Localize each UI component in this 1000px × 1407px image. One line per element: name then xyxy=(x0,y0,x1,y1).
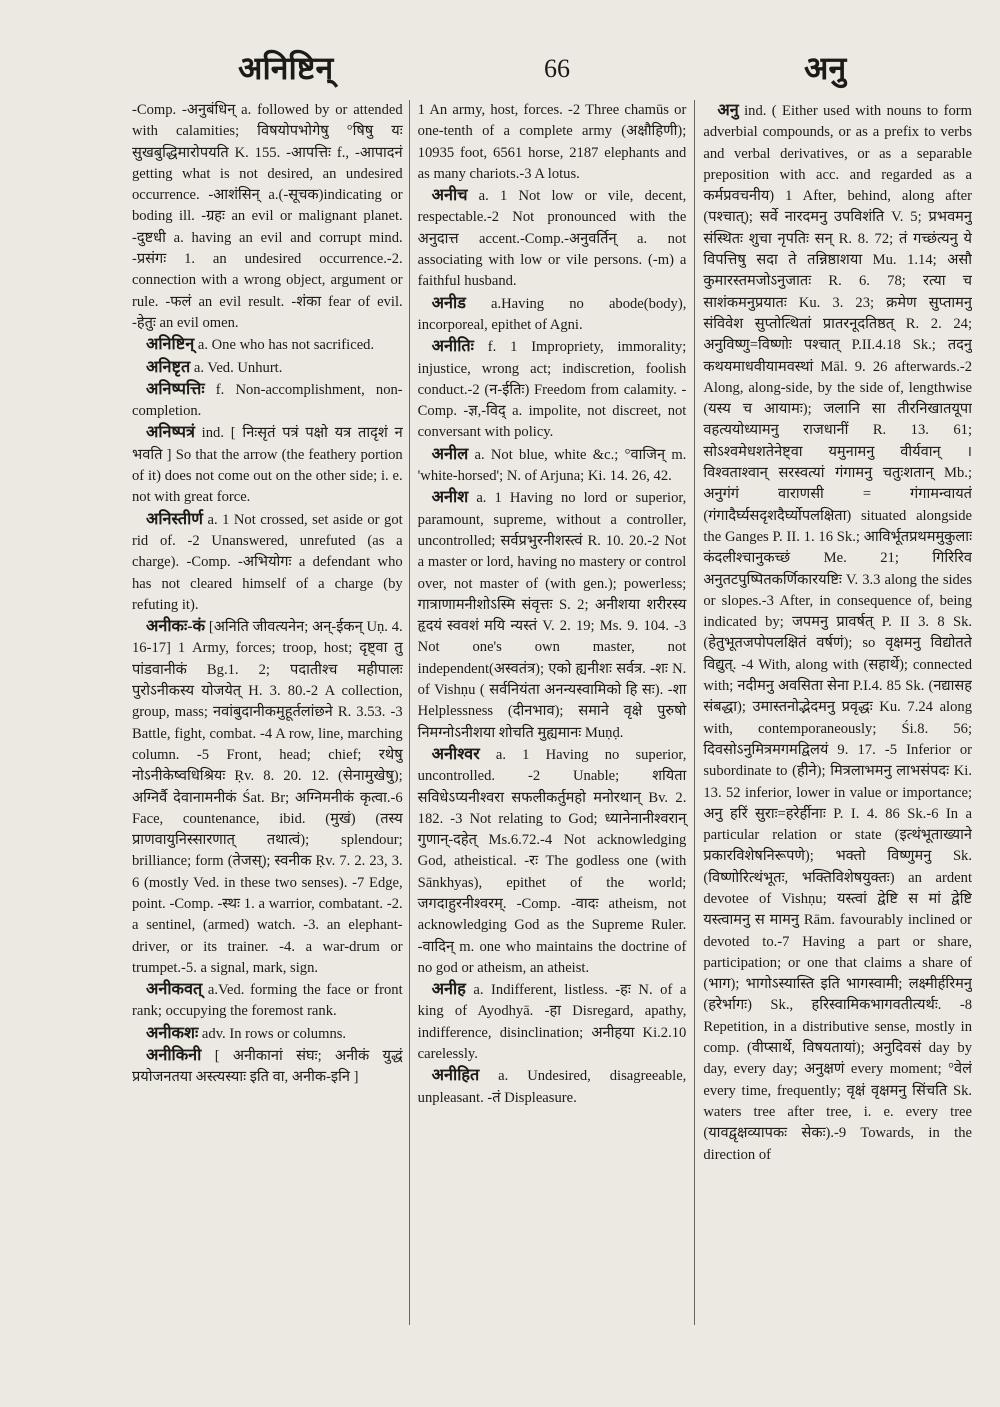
entry-text: ind. ( Either used with nouns to form adverbial compounds, or as a prefix to verbs and verbal derivatives, or as a separable preposition with acc. and regarded as a कर्मप्रवचनीय) 1 After, behind, along after (पश्चात्); सर्वे नारदमनु उपविशंति V. 5; प्रभवमनु संस्थितः शुचा नृपतिः सन् R. 8. 72; तं गच्छंत्यनु ये विपत्तिषु सदा ते तन्निष्ठाशया Mu. 1.14; असौ कुमारस्तमजोऽनुजातः R. 6. 78; रत्या च साशंकमनुप्रयातः Ku. 3. 23; क्रमेण सुप्तामनु संविवेश सुप्तोत्थितां प्रातरनूदतिष्ठत् R. 2. 24; अनुविष्णु=विष्णोः पश्चात् P.II.4.18 Sk.; तदनु कथयमाधवीयामवस्थां Māl. 9. 26 afterwards.-2 Along, along-side, by the side of, lengthwise (यस्य च आयामः); जलानि सा तीरनिखातयूपा वहत्ययोध्यामनु राजधानीं R. 13. 61; सोऽश्वमेधशतेनेष्ट्वा यमुनामनु वीर्यवान् । विश्वताश्वान् सरस्वत्यां गंगामनु चतुःशतान् Mb.; अनुगंगं वाराणसी = गंगामन्वायतं (गंगादैर्घ्यसदृशदैर्घ्योपलक्षिता) situated alongside the Ganges P. II. 1. 16 Sk.; आविर्भूतप्रथममुकुलाः कंदलीश्चानुकच्छं Me. 21; गिरिरिव अनुतटपुष्पितकर्णिकारयष्टिः V. 3.3 along the sides or slopes.-3 After, in consequence of, being indicated by; जपमनु प्रावर्षत् P. II 3. 8 Sk. (हेतुभूतजपोपलक्षितं वर्षणं); so वृक्षमनु विद्योतते विद्युत्. -4 With, along with (सहार्थे); connected with; नदीमनु अवसिता सेना P.I.4. 85 Sk. (नद्यासह संबद्धा); उमास्तनोद्भेदमनु प्रवृद्धः Ku. 7.24 along with, contemporaneously; Śi.8. 56; दिवसोऽनुमित्रमगमद्विलयं 9. 17. -5 Inferior or subordinate to (हीने); मित्रलाभमनु लाभसंपदः Ki. 13. 52 inferior, lower in value or importance; अनु हरिं सुराः=हरेर्हीनाः P. I. 4. 86 Sk.-6 In a particular relation or state (इत्थंभूताख्याने प्रकारविशेषनिरूपणे); भक्तो विष्णुमनु Sk. (विष्णोरित्थंभूतः, भक्तिविशेषयुक्तः) an ardent devotee of Vishṇu; यस्त्वां द्वेष्टि स मां द्वेष्टि यस्त्वामनु स मामनु Rām. favourably inclined or devoted to.-7 Having a part or share, participation; or one that claims a share of (भाग); भागोऽस्यास्ति इति भागस्वामी; लक्ष्मीर्हरिमनु (हरेर्भागः) Sk., हरिस्वामिकभागवतीत्यर्थः. -8 Repetition, in a distributive sense, mostly in comp. (वीप्सार्थे, विषयतायां); अनुदिवसं day by day, every day; अनुक्षणं every moment; °वेलं every time, frequently; वृक्षं वृक्षमनु सिंचति Sk. waters tree after tree, i. e. every tree (यावद्वृक्षव्यापकः सेकः).-9 Towards, in the direction of xyxy=(703,103,973,1163)
entry-text: a. 1 Having no superior, uncontrolled. -2 Unable; शयिता सविधेऽप्यनीश्वरा सफलीकर्तुमहो मनोरथान् Bv. 2. 182. -3 Not relating to God; ध्यानेनानीश्वरान् गुणान्-दहेत् Ms.6.72.-4 Not acknowledging God, atheistical. -रः The godless one (with Sānkhyas), epithet of the world; जगदाहुरनीश्वरम्. -Comp. -वादः atheism, not acknowledging God as the Supreme Ruler. -वादिन् m. one who maintains the doctrine of no god or atheism, an atheist. xyxy=(417,746,687,976)
entry-headword: अनीश xyxy=(431,488,469,507)
entry-headword: अनिष्पत्तिः xyxy=(146,379,205,398)
dictionary-entry xyxy=(132,1023,403,1045)
entry-headword: अनीह xyxy=(431,980,466,999)
entry-headword: अनिष्पत्रं xyxy=(146,423,195,442)
entry-text: a. Undesired, disagreeable, unpleasant. -तं Displeasure. xyxy=(417,1068,687,1106)
dictionary-entry xyxy=(132,509,403,616)
entry-headword: अनीड xyxy=(431,293,466,312)
dictionary-entry xyxy=(418,100,687,185)
entry-text: a. Ved. Unhurt. xyxy=(190,359,283,376)
dictionary-entry xyxy=(132,422,403,508)
entry-headword: अनीकः-कं xyxy=(146,617,206,636)
entry-text: a. One who has not sacrificed. xyxy=(194,337,375,354)
entry-text: ind. [ निःसृतं पत्रं पक्षो यत्र तादृशं न भवति ] So that the arrow (the feathery portion of it) does not come out on the other side; i. e. not with great force. xyxy=(132,425,403,506)
left-running-headword: अनिष्टिन् xyxy=(238,49,334,87)
dictionary-entry xyxy=(132,979,403,1023)
entry-text: f. 1 Impropriety, immorality; injustice, wrong act; indiscretion, foolish conduct.-2 (न-ईतिः) Freedom from calamity. -Comp. -ज्ञ,-विद् a. impolite, not discreet, not conversant with policy. xyxy=(417,339,687,441)
column-2 xyxy=(409,100,695,1325)
entry-headword: अनीहित xyxy=(431,1066,480,1085)
page-number: 66 xyxy=(544,54,570,83)
dictionary-entry xyxy=(418,185,687,292)
entry-headword: अनीकिनी xyxy=(146,1046,202,1065)
entry-text: a. 1 Having no lord or superior, paramount, supreme, without a controller, uncontrolled; सर्वप्रभुरनीशस्त्वं R. 10. 20.-2 Not a master or lord, having no mastery or control over, not master of (with gen.); powerless; गात्राणामनीशोऽस्मि संवृत्तः S. 2; अनीशया शरीरस्य हृदयं स्ववशं मयि न्यस्तं V. 2. 19; Ms. 9. 104. -3 Not one's own master, not independent(अस्वतंत्र); एको ह्यनीशः सर्वत्र. -शः N. of Vishṇu ( सर्वनियंता अनन्यस्वामिको हि सः). -शा Helplessness (दीनभाव); समाने वृक्षे पुरुषो निमग्नोऽनीशया शोचति मुह्यमानः Muṇḍ. xyxy=(417,490,687,741)
entry-headword: अनीतिः xyxy=(431,337,474,356)
entry-text: a.Having no abode(body), incorporeal, epithet of Agni. xyxy=(417,295,687,333)
dictionary-entry xyxy=(132,100,403,334)
entry-headword: अनु xyxy=(717,101,739,119)
dictionary-entry xyxy=(418,444,687,488)
column-3 xyxy=(694,100,972,1325)
entry-text: f. Non-accomplishment, non-completion. xyxy=(132,381,403,420)
dictionary-entry xyxy=(703,100,972,1166)
entry-headword: अनिष्टृत xyxy=(146,357,191,376)
entry-text: -Comp. -अनुबंधिन् a. followed by or attended with calamities; विषयोपभोगेषु °षिषु यः सुखबुद्धिमारोपयति K. 155. -आपत्तिः f., -आपादनं getting what is not desired, an undesired occurrence. -आशंसिन् a.(-सूचक)indicating or boding ill. -ग्रहः an evil or malignant planet. -दुष्टधी a. having an evil and corrupt mind. -प्रसंगः 1. an undesired occurrence.-2. connection with a wrong object, argument or rule. -फलं an evil result. -शंका fear of evil. -हेतुः an evil omen. xyxy=(132,102,403,331)
column-1 xyxy=(132,100,409,1325)
entry-text: a.Ved. forming the face or front rank; occupying the foremost rank. xyxy=(132,982,403,1020)
entry-text: adv. In rows or columns. xyxy=(198,1025,347,1042)
dictionary-entry xyxy=(418,487,687,744)
dictionary-entry xyxy=(418,979,687,1065)
right-running-headword: अनु xyxy=(804,49,847,87)
entry-headword: अनील xyxy=(431,444,469,463)
dictionary-entry xyxy=(418,1065,687,1109)
entry-text: [अनिति जीवत्यनेन; अन्-ईकन् Uṇ. 4. 16-17] 1 Army, forces; troop, host; दृष्ट्वा तु पांडवानीकं Bg.1. 2; पदातीश्च महीपालः पुरोऽनीकस्य योजयेत् H. 3. 80.-2 A collection, group, mass; नवांबुदानीकमुहूर्तलांछने R. 3.53. -3 Battle, fight, combat. -4 A row, line, marching column. -5 Front, head; chief; रथेषु नोऽनीकेष्वधिश्रियः Ṛv. 8. 20. 12. (सेनामुखेषु); अग्निर्वै देवानामनीकं Śat. Br; अग्निमनीकं कृत्वा.-6 Face, countenance, ibid. (मुखं) (तस्य प्राणवायुनिस्सारणात् तथात्वं); splendour; brilliance; form (तेजस्); स्वनीक Ṛv. 7. 2. 23, 3. 6 (mostly Ved. in these two senses). -7 Edge, point. -Comp. -स्थः 1. a warrior, combatant. -2. a sentinel, (armed) watch. -3. an elephant-driver, or its trainer. -4. a war-drum or trumpet.-5. a signal, mark, sign. xyxy=(132,619,403,976)
entry-text: [ अनीकानां संघः; अनीकं युद्धं प्रयोजनतया अस्त्यस्याः इति वा, अनीक-इनि ] xyxy=(132,1048,403,1086)
entry-headword: अनीकशः xyxy=(146,1023,199,1042)
dictionary-entry xyxy=(132,357,403,379)
dictionary-entry xyxy=(418,293,687,337)
dictionary-entry xyxy=(132,379,403,423)
dictionary-entry xyxy=(132,1045,403,1089)
entry-text: a. 1 Not low or vile, decent, respectable.-2 Not pronounced with the अनुदात्त accent.-Comp.-अनुवर्तिन् a. not associating with low or vile persons. (-m) a faithful husband. xyxy=(417,188,687,290)
entry-headword: अनीकवत् xyxy=(146,980,203,999)
dictionary-entry xyxy=(418,744,687,979)
text-columns xyxy=(132,100,972,1325)
entry-text: 1 An army, host, forces. -2 Three chamūs or one-tenth of a complete army (अक्षौहिणी); 10935 foot, 6561 horse, 2187 elephants and as many chariots.-3 A lotus. xyxy=(417,102,687,182)
dictionary-entry xyxy=(132,334,403,356)
entry-headword: अनीश्वर xyxy=(431,744,480,763)
dictionary-entry xyxy=(418,336,687,443)
entry-text: a. Not blue, white &c.; °वाजिन् m. 'white-horsed'; N. of Arjuna; Ki. 14. 26, 42. xyxy=(417,446,687,485)
entry-headword: अनिष्टिन् xyxy=(146,335,195,354)
entry-headword: अनीच xyxy=(431,186,468,205)
dictionary-entry xyxy=(132,616,403,979)
entry-headword: अनिस्तीर्ण xyxy=(146,509,203,528)
entry-text: a. 1 Not crossed, set aside or got rid of. -2 Unanswered, unrefuted (as a charge). -Comp. -अभियोगः a defendant who has not cleared himself of a charge (by refuting it). xyxy=(132,511,403,613)
page-header xyxy=(132,40,972,100)
entry-text: a. Indifferent, listless. -हः N. of a king of Ayodhyā. -हा Disregard, apathy, indifference, disinclination; अनीहया Ki.2.10 carelessly. xyxy=(417,982,687,1063)
